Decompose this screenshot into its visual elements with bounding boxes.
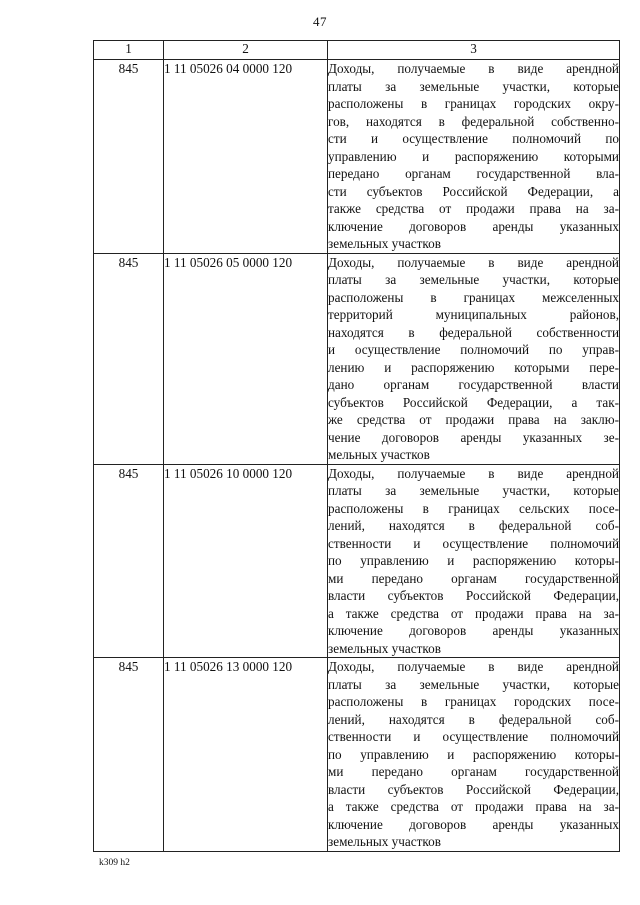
description-line: платы за земельные участки, которые [328, 78, 619, 94]
description-line: ключение договоров аренды указанных [328, 623, 619, 638]
description-line: платы за земельные участки, которые [328, 272, 619, 287]
description-line: ственности и осуществление полномочий [328, 535, 619, 551]
table-row [94, 60, 620, 254]
budget-classification-code-cell: 1 11 05026 10 0000 120 [164, 464, 328, 658]
description-line: власти субъектов Российской Федерации, [328, 588, 619, 603]
budget-classification-code-cell: 1 11 05026 13 0000 120 [164, 658, 328, 852]
description-line: находятся в федеральной собственности [328, 324, 619, 340]
revenue-codes-table [93, 40, 620, 852]
description-line: по управлению и распоряжению которы- [328, 553, 619, 568]
description-line: а также средства от продажи права на за- [328, 799, 619, 814]
description-line: Доходы, получаемые в виде арендной [328, 254, 619, 270]
column-header-1: 1 [94, 41, 164, 60]
description-line: управлению и распоряжению которыми [328, 148, 619, 164]
revenue-description-cell [328, 658, 620, 852]
description-line: расположены в границах городских окру- [328, 96, 619, 111]
column-header-3: 3 [328, 41, 620, 60]
description-line: дано органам государственной власти [328, 377, 619, 392]
description-line: чение договоров аренды указанных зе- [328, 429, 619, 445]
description-line: субъектов Российской Федерации, а так- [328, 394, 619, 410]
description-line: лений, находятся в федеральной соб- [328, 711, 619, 727]
table-header-row [94, 41, 620, 60]
description-line: Доходы, получаемые в виде арендной [328, 659, 619, 674]
table-row [94, 253, 620, 464]
revenue-description-cell [328, 253, 620, 464]
description-line: власти субъектов Российской Федерации, [328, 781, 619, 797]
description-line: платы за земельные участки, которые [328, 483, 619, 498]
description-line: территорий муниципальных районов, [328, 307, 619, 322]
description-line: передано органам государственной вла- [328, 166, 619, 181]
revenue-description-cell [328, 464, 620, 658]
description-line: а также средства от продажи права на за- [328, 605, 619, 621]
description-line: Доходы, получаемые в виде арендной [328, 465, 619, 481]
description-line: ключение договоров аренды указанных [328, 218, 619, 234]
footer-document-code: k309 h2 [99, 858, 130, 868]
description-line: ми передано органам государственной [328, 764, 619, 779]
description-line: ключение договоров аренды указанных [328, 816, 619, 832]
table-row [94, 464, 620, 658]
budget-classification-code-cell: 1 11 05026 05 0000 120 [164, 253, 328, 464]
description-line: ственности и осуществление полномочий [328, 729, 619, 744]
description-line: лений, находятся в федеральной соб- [328, 518, 619, 533]
description-line: расположены в границах городских посе- [328, 694, 619, 709]
administrator-code-cell: 845 [94, 464, 164, 658]
description-line: Доходы, получаемые в виде арендной [328, 61, 619, 76]
description-line: земельных участков [328, 236, 441, 251]
column-header-2: 2 [164, 41, 328, 60]
description-line: и осуществление полномочий по управ- [328, 342, 619, 357]
administrator-code-cell: 845 [94, 60, 164, 254]
revenue-description-cell [328, 60, 620, 254]
page-number: 47 [313, 14, 327, 29]
table-row [94, 658, 620, 852]
description-line: платы за земельные участки, которые [328, 676, 619, 692]
description-line: мельных участков [328, 447, 430, 462]
description-line: сти и осуществление полномочий по [328, 131, 619, 146]
description-line: лению и распоряжению которыми пере- [328, 359, 619, 375]
budget-classification-code-cell: 1 11 05026 04 0000 120 [164, 60, 328, 254]
description-line: сти субъектов Российской Федерации, а [328, 183, 619, 199]
administrator-code-cell: 845 [94, 253, 164, 464]
description-line: расположены в границах сельских посе- [328, 500, 619, 516]
description-line: расположены в границах межселенных [328, 289, 619, 305]
description-line: гов, находятся в федеральной собственно- [328, 113, 619, 129]
description-line: земельных участков [328, 834, 441, 849]
administrator-code-cell: 845 [94, 658, 164, 852]
description-line: земельных участков [328, 640, 441, 656]
description-line: по управлению и распоряжению которы- [328, 746, 619, 762]
description-line: же средства от продажи права на заклю- [328, 412, 619, 427]
description-line: ми передано органам государственной [328, 570, 619, 586]
description-line: также средства от продажи права на за- [328, 201, 619, 216]
